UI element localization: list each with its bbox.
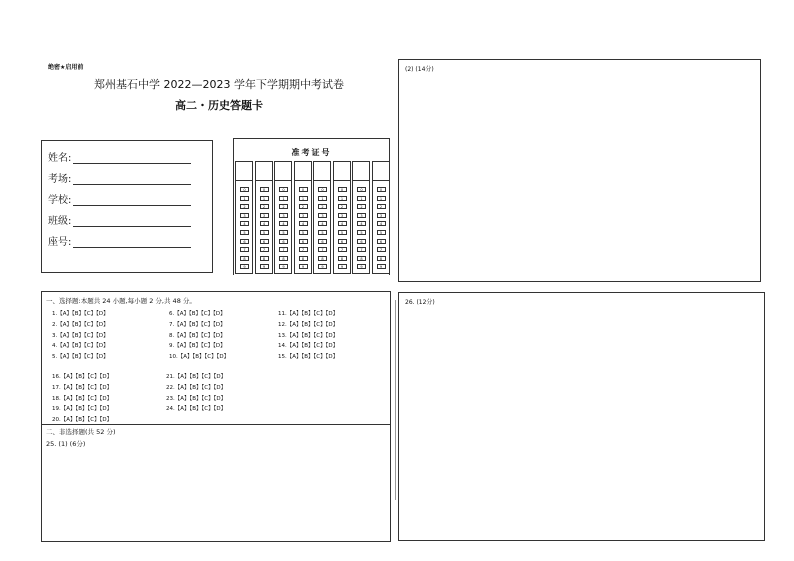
question-number: 18. bbox=[52, 395, 61, 402]
answer-options[interactable]: 【A】【B】【C】【D】 bbox=[286, 321, 339, 328]
id-digit-bubble[interactable]: 0 bbox=[318, 187, 327, 192]
write-line[interactable] bbox=[73, 237, 191, 248]
question-number: 3. bbox=[52, 332, 58, 339]
id-digit-bubble[interactable]: 9 bbox=[240, 264, 249, 269]
question-number: 4. bbox=[52, 343, 58, 350]
id-digit-bubble[interactable]: 0 bbox=[377, 187, 386, 192]
id-digit-bubble[interactable]: 6 bbox=[318, 239, 327, 244]
id-digit-write-cell[interactable] bbox=[236, 162, 252, 181]
question-number: 1. bbox=[52, 311, 58, 317]
id-digit-bubble[interactable]: 8 bbox=[318, 256, 327, 261]
admission-id-grid bbox=[234, 161, 389, 274]
id-digit-bubble[interactable]: 3 bbox=[377, 213, 386, 218]
question-number: 5. bbox=[52, 354, 58, 361]
id-column bbox=[313, 161, 331, 274]
choice-question-row[interactable] bbox=[166, 372, 226, 380]
answer-options[interactable]: 【A】【B】【C】【D】 bbox=[57, 343, 109, 350]
id-digit-bubble[interactable]: 5 bbox=[357, 230, 366, 235]
id-digit-bubble[interactable]: 8 bbox=[279, 256, 288, 261]
id-digit-bubble[interactable]: 0 bbox=[299, 187, 308, 192]
answer-options[interactable]: 【A】【B】【C】【D】 bbox=[60, 374, 113, 380]
question-number: 15. bbox=[278, 354, 287, 361]
choice-question-row[interactable] bbox=[169, 331, 226, 339]
id-digit-bubble[interactable]: 1 bbox=[357, 196, 366, 201]
id-column bbox=[352, 161, 370, 274]
choice-question-row[interactable] bbox=[52, 372, 112, 380]
choice-question-row[interactable] bbox=[52, 309, 109, 317]
id-digit-bubble[interactable]: 7 bbox=[338, 247, 347, 252]
question-number: 16. bbox=[52, 374, 61, 380]
id-digit-bubble[interactable]: 9 bbox=[279, 264, 288, 269]
answer-options[interactable]: 【A】【B】【C】【D】 bbox=[286, 311, 339, 317]
write-line[interactable] bbox=[73, 195, 191, 206]
id-digit-bubble[interactable]: 1 bbox=[240, 196, 249, 201]
id-digit-bubble[interactable]: 1 bbox=[338, 196, 347, 201]
id-digit-write-cell[interactable] bbox=[256, 162, 272, 181]
info-row-name[interactable] bbox=[48, 149, 191, 164]
info-row-room[interactable] bbox=[48, 170, 191, 185]
id-digit-bubble[interactable]: 1 bbox=[318, 196, 327, 201]
answer-options[interactable]: 【A】【B】【C】【D】 bbox=[57, 311, 109, 317]
id-digit-bubble[interactable]: 7 bbox=[240, 247, 249, 252]
question-number: 14. bbox=[278, 343, 287, 350]
answer-options[interactable]: 【A】【B】【C】【D】 bbox=[57, 332, 109, 339]
id-digit-bubble[interactable]: 2 bbox=[240, 204, 249, 209]
id-digit-bubble[interactable]: 5 bbox=[260, 230, 269, 235]
id-digit-bubble[interactable]: 5 bbox=[377, 230, 386, 235]
answer-options[interactable]: 【A】【B】【C】【D】 bbox=[286, 354, 339, 361]
choice-question-row[interactable] bbox=[169, 352, 229, 360]
id-digit-bubble[interactable]: 7 bbox=[299, 247, 308, 252]
id-digit-bubble[interactable]: 7 bbox=[318, 247, 327, 252]
id-digit-bubble[interactable]: 6 bbox=[357, 239, 366, 244]
id-digit-bubble[interactable]: 9 bbox=[357, 264, 366, 269]
id-digit-bubble[interactable]: 5 bbox=[279, 230, 288, 235]
write-line[interactable] bbox=[73, 153, 191, 164]
id-digit-bubble[interactable]: 2 bbox=[357, 204, 366, 209]
id-digit-bubble[interactable]: 0 bbox=[279, 187, 288, 192]
info-row-class[interactable] bbox=[48, 212, 191, 227]
answer-box-label: 26. (12分) bbox=[405, 299, 435, 306]
write-line[interactable] bbox=[73, 174, 191, 185]
choice-question-row[interactable] bbox=[166, 404, 226, 412]
id-digit-bubble[interactable]: 8 bbox=[338, 256, 347, 261]
choice-question-row[interactable] bbox=[278, 352, 338, 360]
id-digit-bubble[interactable]: 9 bbox=[260, 264, 269, 269]
choice-question-row[interactable] bbox=[169, 320, 226, 328]
id-column bbox=[294, 161, 312, 274]
id-digit-bubble[interactable]: 4 bbox=[279, 221, 288, 226]
id-digit-bubble[interactable]: 9 bbox=[338, 264, 347, 269]
question-number: 21. bbox=[166, 374, 175, 380]
id-digit-bubble[interactable]: 8 bbox=[240, 256, 249, 261]
id-digit-bubble[interactable]: 6 bbox=[279, 239, 288, 244]
answer-box-26[interactable] bbox=[398, 292, 765, 541]
id-digit-bubble[interactable]: 4 bbox=[318, 221, 327, 226]
choice-question-row[interactable] bbox=[52, 383, 112, 391]
answer-options[interactable]: 【A】【B】【C】【D】 bbox=[60, 384, 113, 391]
question-number: 6. bbox=[169, 311, 175, 317]
answer-options[interactable]: 【A】【B】【C】【D】 bbox=[57, 354, 109, 361]
question-number: 24. bbox=[166, 406, 175, 413]
question-number: 23. bbox=[166, 395, 175, 402]
id-digit-bubble[interactable]: 2 bbox=[260, 204, 269, 209]
choice-question-row[interactable] bbox=[278, 341, 338, 349]
id-digit-bubble[interactable]: 8 bbox=[260, 256, 269, 261]
answer-options[interactable]: 【A】【B】【C】【D】 bbox=[286, 332, 339, 339]
answer-options[interactable]: 【A】【B】【C】【D】 bbox=[174, 321, 226, 328]
id-digit-bubble[interactable]: 2 bbox=[338, 204, 347, 209]
id-digit-bubble[interactable]: 4 bbox=[240, 221, 249, 226]
choice-question-row[interactable] bbox=[278, 331, 338, 339]
id-digit-write-cell[interactable] bbox=[275, 162, 291, 181]
id-digit-write-cell[interactable] bbox=[373, 162, 389, 181]
id-digit-bubble[interactable]: 7 bbox=[357, 247, 366, 252]
id-digit-bubble[interactable]: 3 bbox=[299, 213, 308, 218]
info-label: 姓名: bbox=[48, 153, 72, 164]
id-digit-bubble[interactable]: 3 bbox=[240, 213, 249, 218]
answer-options[interactable]: 【A】【B】【C】【D】 bbox=[174, 395, 227, 402]
id-digit-bubble[interactable]: 0 bbox=[357, 187, 366, 192]
info-row-seat[interactable] bbox=[48, 233, 191, 248]
student-info-box bbox=[41, 140, 213, 273]
choice-question-row[interactable] bbox=[52, 394, 112, 402]
answer-options[interactable]: 【A】【B】【C】【D】 bbox=[60, 406, 113, 413]
answer-box-label: (2) (14分) bbox=[405, 66, 434, 73]
id-column bbox=[235, 161, 253, 274]
id-digit-write-cell[interactable] bbox=[334, 162, 350, 181]
choice-question-row[interactable] bbox=[52, 320, 109, 328]
id-digit-bubble[interactable]: 3 bbox=[318, 213, 327, 218]
id-column bbox=[333, 161, 351, 274]
id-digit-bubble[interactable]: 9 bbox=[377, 264, 386, 269]
info-label: 座号: bbox=[48, 237, 72, 248]
id-digit-bubble[interactable]: 6 bbox=[377, 239, 386, 244]
id-digit-bubble[interactable]: 4 bbox=[377, 221, 386, 226]
question-number: 7. bbox=[169, 321, 175, 328]
id-digit-bubble[interactable]: 8 bbox=[357, 256, 366, 261]
question-number: 8. bbox=[169, 332, 175, 339]
id-digit-write-cell[interactable] bbox=[353, 162, 369, 181]
write-line[interactable] bbox=[73, 216, 191, 227]
id-digit-bubble[interactable]: 1 bbox=[260, 196, 269, 201]
id-column bbox=[255, 161, 273, 274]
id-digit-bubble[interactable]: 2 bbox=[279, 204, 288, 209]
id-digit-bubble[interactable]: 6 bbox=[240, 239, 249, 244]
answer-options[interactable]: 【A】【B】【C】【D】 bbox=[60, 395, 113, 402]
id-digit-bubble[interactable]: 3 bbox=[357, 213, 366, 218]
answer-options[interactable]: 【A】【B】【C】【D】 bbox=[174, 406, 227, 413]
id-digit-bubble[interactable]: 5 bbox=[318, 230, 327, 235]
id-digit-bubble[interactable]: 2 bbox=[299, 204, 308, 209]
info-label: 学校: bbox=[48, 195, 72, 206]
id-digit-bubble[interactable]: 5 bbox=[338, 230, 347, 235]
info-label: 班级: bbox=[48, 216, 72, 227]
non-choice-heading: 二、非选择题(共 52 分) bbox=[46, 428, 116, 436]
id-digit-write-cell[interactable] bbox=[295, 162, 311, 181]
id-digit-bubble[interactable]: 5 bbox=[240, 230, 249, 235]
id-digit-write-cell[interactable] bbox=[314, 162, 330, 181]
choice-question-row[interactable] bbox=[52, 352, 109, 360]
id-digit-bubble[interactable]: 1 bbox=[299, 196, 308, 201]
id-digit-bubble[interactable]: 0 bbox=[240, 187, 249, 192]
choice-question-row[interactable] bbox=[52, 341, 109, 349]
answer-options[interactable]: 【A】【B】【C】【D】 bbox=[174, 332, 226, 339]
choice-heading: 一、选择题:本题共 24 小题,每小题 2 分,共 48 分。 bbox=[46, 297, 196, 305]
choice-question-row[interactable] bbox=[278, 309, 338, 317]
choice-question-row[interactable] bbox=[169, 341, 226, 349]
choice-question-row[interactable] bbox=[169, 309, 226, 317]
id-digit-bubble[interactable]: 6 bbox=[260, 239, 269, 244]
question-25-label: 25. (1) (6分) bbox=[46, 440, 86, 448]
question-number: 17. bbox=[52, 384, 61, 391]
choice-question-row[interactable] bbox=[52, 415, 112, 423]
choice-question-row[interactable] bbox=[166, 394, 226, 402]
id-digit-bubble[interactable]: 0 bbox=[338, 187, 347, 192]
id-digit-bubble[interactable]: 0 bbox=[260, 187, 269, 192]
answer-options[interactable]: 【A】【B】【C】【D】 bbox=[174, 311, 226, 317]
answer-options[interactable]: 【A】【B】【C】【D】 bbox=[177, 354, 230, 361]
answer-box-25-2[interactable] bbox=[398, 59, 761, 282]
id-digit-bubble[interactable]: 6 bbox=[338, 239, 347, 244]
non-choice-section bbox=[41, 424, 391, 542]
id-digit-bubble[interactable]: 4 bbox=[299, 221, 308, 226]
id-digit-bubble[interactable]: 4 bbox=[357, 221, 366, 226]
answer-options[interactable]: 【A】【B】【C】【D】 bbox=[60, 417, 113, 424]
id-digit-bubble[interactable]: 4 bbox=[260, 221, 269, 226]
answer-options[interactable]: 【A】【B】【C】【D】 bbox=[286, 343, 339, 350]
id-digit-bubble[interactable]: 7 bbox=[279, 247, 288, 252]
id-digit-bubble[interactable]: 8 bbox=[377, 256, 386, 261]
id-digit-bubble[interactable]: 8 bbox=[299, 256, 308, 261]
id-digit-bubble[interactable]: 6 bbox=[299, 239, 308, 244]
secret-label: 绝密★启用前 bbox=[48, 64, 84, 71]
choice-question-row[interactable] bbox=[166, 383, 226, 391]
question-number: 2. bbox=[52, 321, 58, 328]
info-label: 考场: bbox=[48, 174, 72, 185]
id-digit-bubble[interactable]: 1 bbox=[279, 196, 288, 201]
choice-question-row[interactable] bbox=[52, 331, 109, 339]
question-number: 19. bbox=[52, 406, 61, 413]
id-digit-bubble[interactable]: 3 bbox=[260, 213, 269, 218]
id-digit-bubble[interactable]: 9 bbox=[299, 264, 308, 269]
choice-section bbox=[41, 291, 391, 426]
choice-question-row[interactable] bbox=[278, 320, 338, 328]
id-digit-bubble[interactable]: 2 bbox=[318, 204, 327, 209]
choice-question-row[interactable] bbox=[52, 404, 112, 412]
id-digit-bubble[interactable]: 3 bbox=[338, 213, 347, 218]
exam-title: 郑州基石中学 2022—2023 学年下学期期中考试卷 bbox=[94, 78, 344, 91]
id-digit-bubble[interactable]: 3 bbox=[279, 213, 288, 218]
question-number: 20. bbox=[52, 417, 61, 424]
id-column bbox=[372, 161, 390, 274]
answer-options[interactable]: 【A】【B】【C】【D】 bbox=[174, 384, 227, 391]
question-number: 13. bbox=[278, 332, 287, 339]
id-digit-bubble[interactable]: 7 bbox=[377, 247, 386, 252]
answer-options[interactable]: 【A】【B】【C】【D】 bbox=[57, 321, 109, 328]
id-digit-bubble[interactable]: 7 bbox=[260, 247, 269, 252]
question-number: 22. bbox=[166, 384, 175, 391]
question-number: 11. bbox=[278, 311, 287, 317]
answer-options[interactable]: 【A】【B】【C】【D】 bbox=[174, 374, 227, 380]
question-number: 10. bbox=[169, 354, 178, 361]
id-digit-bubble[interactable]: 1 bbox=[377, 196, 386, 201]
id-digit-bubble[interactable]: 9 bbox=[318, 264, 327, 269]
exam-subtitle: 高二・历史答题卡 bbox=[175, 99, 263, 112]
admission-id-title: 准考证号 bbox=[291, 148, 332, 157]
id-column bbox=[274, 161, 292, 274]
answer-options[interactable]: 【A】【B】【C】【D】 bbox=[174, 343, 226, 350]
question-number: 12. bbox=[278, 321, 287, 328]
id-digit-bubble[interactable]: 5 bbox=[299, 230, 308, 235]
divider bbox=[395, 300, 396, 500]
question-number: 9. bbox=[169, 343, 175, 350]
admission-id-box bbox=[233, 138, 390, 275]
id-digit-bubble[interactable]: 4 bbox=[338, 221, 347, 226]
id-digit-bubble[interactable]: 2 bbox=[377, 204, 386, 209]
info-row-school[interactable] bbox=[48, 191, 191, 206]
